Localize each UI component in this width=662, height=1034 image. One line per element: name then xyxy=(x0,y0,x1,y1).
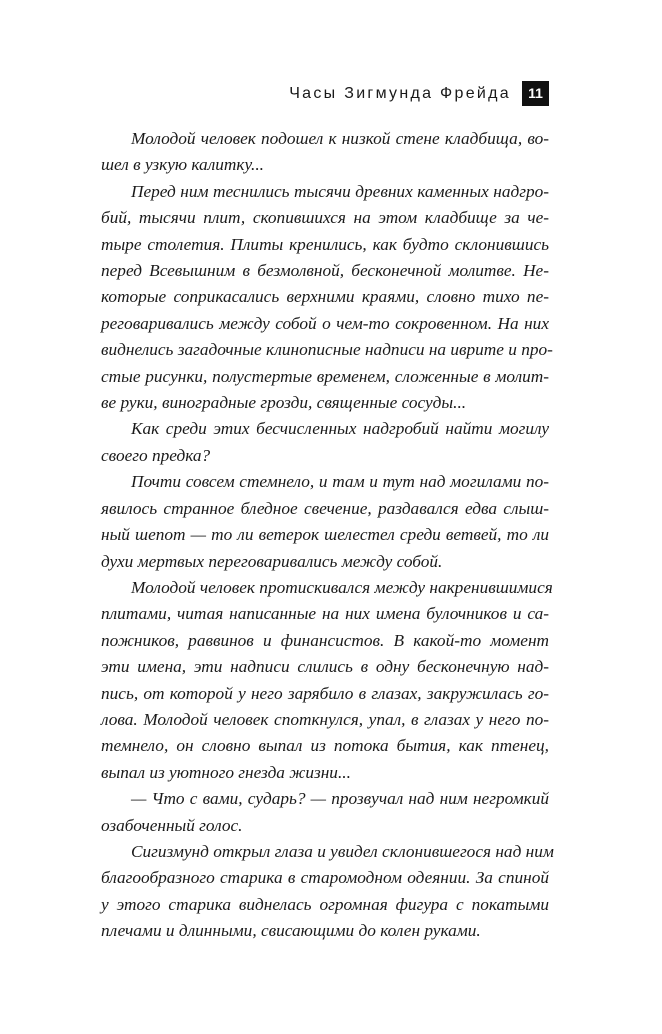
text-line: тыре столетия. Плиты кренились, как будто склонившись xyxy=(101,234,549,254)
text-line: шел в узкую калитку... xyxy=(101,155,264,175)
body-text xyxy=(101,126,554,945)
running-head xyxy=(101,81,549,107)
text-line: своего предка? xyxy=(101,445,211,465)
text-line: — Что с вами, сударь? — прозвучал над ним негромкий xyxy=(131,789,549,809)
text-line: реговаривались между собой о чем-то сокровенном. На них xyxy=(101,313,549,333)
text-line: явилось странное бледное свечение, раздавался едва слыш- xyxy=(101,498,549,518)
text-line: Почти совсем стемнело, и там и тут над могилами по- xyxy=(131,472,549,492)
paragraph xyxy=(101,416,549,469)
text-line: лова. Молодой человек споткнулся, упал, в глазах у него по- xyxy=(101,709,549,729)
text-line: стые рисунки, полустертые временем, сложенные в молит- xyxy=(101,366,549,386)
text-line: плечами и длинными, свисающими до колен руками. xyxy=(101,921,481,941)
text-line: Молодой человек подошел к низкой стене кладбища, во- xyxy=(131,129,549,148)
text-line: пись, от которой у него зарябило в глазах, закружилась го- xyxy=(101,683,549,703)
text-line: у этого старика виднелась огромная фигура с покатыми xyxy=(101,894,549,914)
paragraph xyxy=(101,469,549,575)
paragraph xyxy=(101,126,549,179)
text-line: ный шепот — то ли ветерок шелестел среди ветвей, то ли xyxy=(101,525,549,545)
text-line: ве руки, виноградные грозди, священные сосуды... xyxy=(101,393,467,413)
text-line: благообразного старика в старомодном одеянии. За спиной xyxy=(101,868,549,888)
page-number: 11 xyxy=(522,81,549,106)
text-line: пожников, раввинов и финансистов. В какой-то момент xyxy=(101,630,549,650)
text-line: озабоченный голос. xyxy=(101,815,243,835)
text-line: духи мертвых переговаривались между собой. xyxy=(101,551,443,571)
text-line: виднелись загадочные клинописные надписи на иврите и про- xyxy=(101,340,553,360)
text-line: Сигизмунд открыл глаза и увидел склонившегося над ним xyxy=(131,841,554,861)
text-line: Перед ним теснились тысячи древних каменных надгро- xyxy=(131,181,549,201)
text-line: выпал из уютного гнезда жизни... xyxy=(101,762,351,782)
running-title: Часы Зигмунда Фрейда xyxy=(289,85,511,102)
text-line: эти имена, эти надписи слились в одну бесконечную над- xyxy=(101,657,549,677)
paragraph xyxy=(101,179,553,417)
text-line: плитами, читая написанные на них имена булочников и са- xyxy=(101,604,549,624)
text-line: Молодой человек протискивался между накренившимися xyxy=(131,577,553,597)
text-line: темнело, он словно выпал из потока бытия, как птенец, xyxy=(101,736,549,756)
text-line: Как среди этих бесчисленных надгробий найти могилу xyxy=(131,419,549,439)
text-line: которые соприкасались верхними краями, словно тихо пе- xyxy=(101,287,549,307)
text-line: бий, тысячи плит, скопившихся на этом кладбище за че- xyxy=(101,208,549,228)
paragraph xyxy=(101,839,554,945)
text-line: перед Всевышним в безмолвной, бесконечной молитве. Не- xyxy=(101,261,549,281)
paragraph xyxy=(101,786,549,839)
paragraph xyxy=(101,575,553,786)
